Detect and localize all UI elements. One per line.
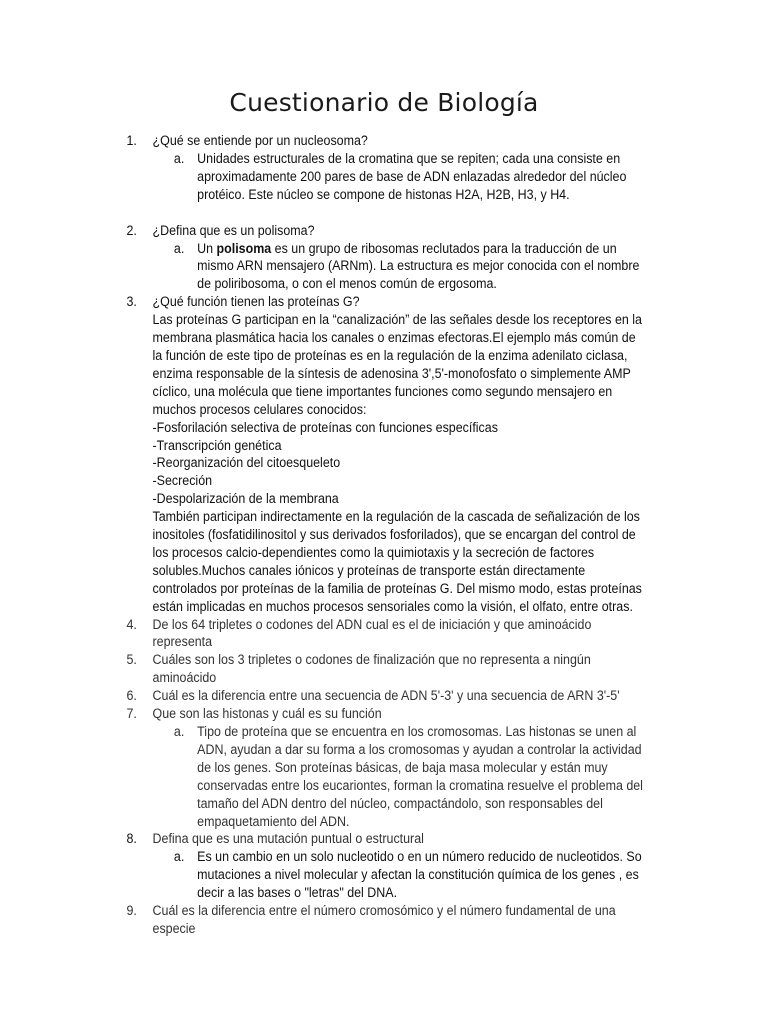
question-text: Que son las histonas y cuál es su función [152,706,382,722]
question-text: ¿Defina que es un polisoma? [152,222,315,238]
question-8 [0,830,645,902]
answer-letter: a. [173,240,185,256]
question-4 [0,616,645,652]
question-3 [0,293,645,615]
question-number: 6. [126,688,137,704]
answer-text: Tipo de proteína que se encuentra en los cromosomas. Las histonas se unen al ADN, ayudan a dar su forma a los cromosomas y ayudan a controlar la actividad de los genes. Son proteínas básicas, de baja masa molecular y están muy conservadas entre los eucariontes, forman la cromatina resuelve el problema del tamaño del ADN dentro del núcleo, compactándolo, son responsables del empaquetamiento del ADN. [197,724,643,829]
question-6 [0,687,645,705]
function-list-item: -Secreción [152,473,213,489]
question-number: 3. [126,294,137,310]
answer-8a [153,848,646,902]
question-list [0,132,768,938]
question-text: Defina que es una mutación puntual o estructural [152,831,424,847]
answer-1a [153,150,646,204]
answer-7a [153,723,646,830]
function-list-item: -Transcripción genética [152,437,282,453]
question-7 [0,705,645,830]
answer-letter: a. [173,724,185,739]
question-1 [0,132,645,204]
question-9 [0,902,645,938]
answer-2a [153,240,646,294]
answer-letter: a. [173,150,185,166]
answer-text: Unidades estructurales de la cromatina que se repiten; cada una consiste en aproximadamente 200 pares de base de ADN enlazadas alrededor del núcleo protéico. Este núcleo se compone de histonas H2A, H2B, H3, y H4. [197,150,627,202]
question-number: 1. [126,133,137,148]
question-5 [0,651,645,687]
function-list-item: -Despolarización de la membrana [152,491,339,507]
page-title: Cuestionario de Biología [229,88,539,117]
question-number: 4. [126,616,137,632]
question-2 [0,222,645,294]
question-text: De los 64 tripletes o codones del ADN cual es el de iniciación y que aminoácido representa [152,616,592,650]
answer-paragraph-1: Las proteínas G participan en la “canalización” de las señales desde los receptores en la membrana plasmática hacia los canales o enzimas efectoras.El ejemplo más común de la función de este tipo de proteínas es en la regulación de la enzima adenilato ciclasa, enzima responsable de la síntesis de adenosina 3',5'-monofosfato o simplemente AMP cíclico, una molécula que tiene importantes funciones como segundo mensajero en muchos procesos celulares conocidos: [152,312,642,417]
question-text: ¿Qué se entiende por un nucleosoma? [152,133,368,148]
answer-letter: a. [173,849,185,865]
question-number: 7. [126,706,137,722]
question-text: ¿Qué función tienen las proteínas G? [152,294,360,310]
function-list-item: -Fosforilación selectiva de proteínas con funciones específicas [152,419,498,435]
function-list-item: -Reorganización del citoesqueleto [152,455,341,471]
blank-line [0,204,768,222]
question-number: 5. [126,652,137,668]
question-number: 2. [126,222,137,238]
question-text: Cuál es la diferencia entre una secuencia de ADN 5'-3' y una secuencia de ARN 3'-5' [152,688,620,704]
answer-text-end: es un grupo de ribosomas reclutados para la traducción de un mismo ARN mensajero (ARNm). La estructura es mejor conocida con el nombre de poliribosoma, o con el menos común de ergosoma. [197,240,640,292]
question-text: Cuáles son los 3 tripletes o codones de finalización que no representa a ningún aminoácido [152,652,591,686]
answer-text-start: Un [197,240,217,256]
answer-text: Es un cambio en un solo nucleotido o en un número reducido de nucleotidos. So mutaciones a nivel molecular y afectan la constitución química de los genes , es decir a las bases o "letras" del DNA. [197,849,642,901]
question-text: Cuál es la diferencia entre el número cromosómico y el número fundamental de una especie [152,903,616,936]
answer-bold-term: polisoma [216,240,272,256]
question-number: 8. [126,831,137,847]
question-number: 9. [126,903,137,919]
answer-paragraph-2: También participan indirectamente en la regulación de la cascada de señalización de los inositoles (fosfatidilinositol y sus derivados fosforilados), que se encargan del control de los procesos calcio-dependientes como la quimiotaxis y la secreción de factores solubles.Muchos canales iónicos y proteínas de transporte están directamente controlados por proteínas de la familia de proteínas G. Del mismo modo, estas proteínas están implicadas en muchos procesos sensoriales como la visión, el olfato, entre otras. [152,509,642,614]
answer-text [197,240,645,294]
